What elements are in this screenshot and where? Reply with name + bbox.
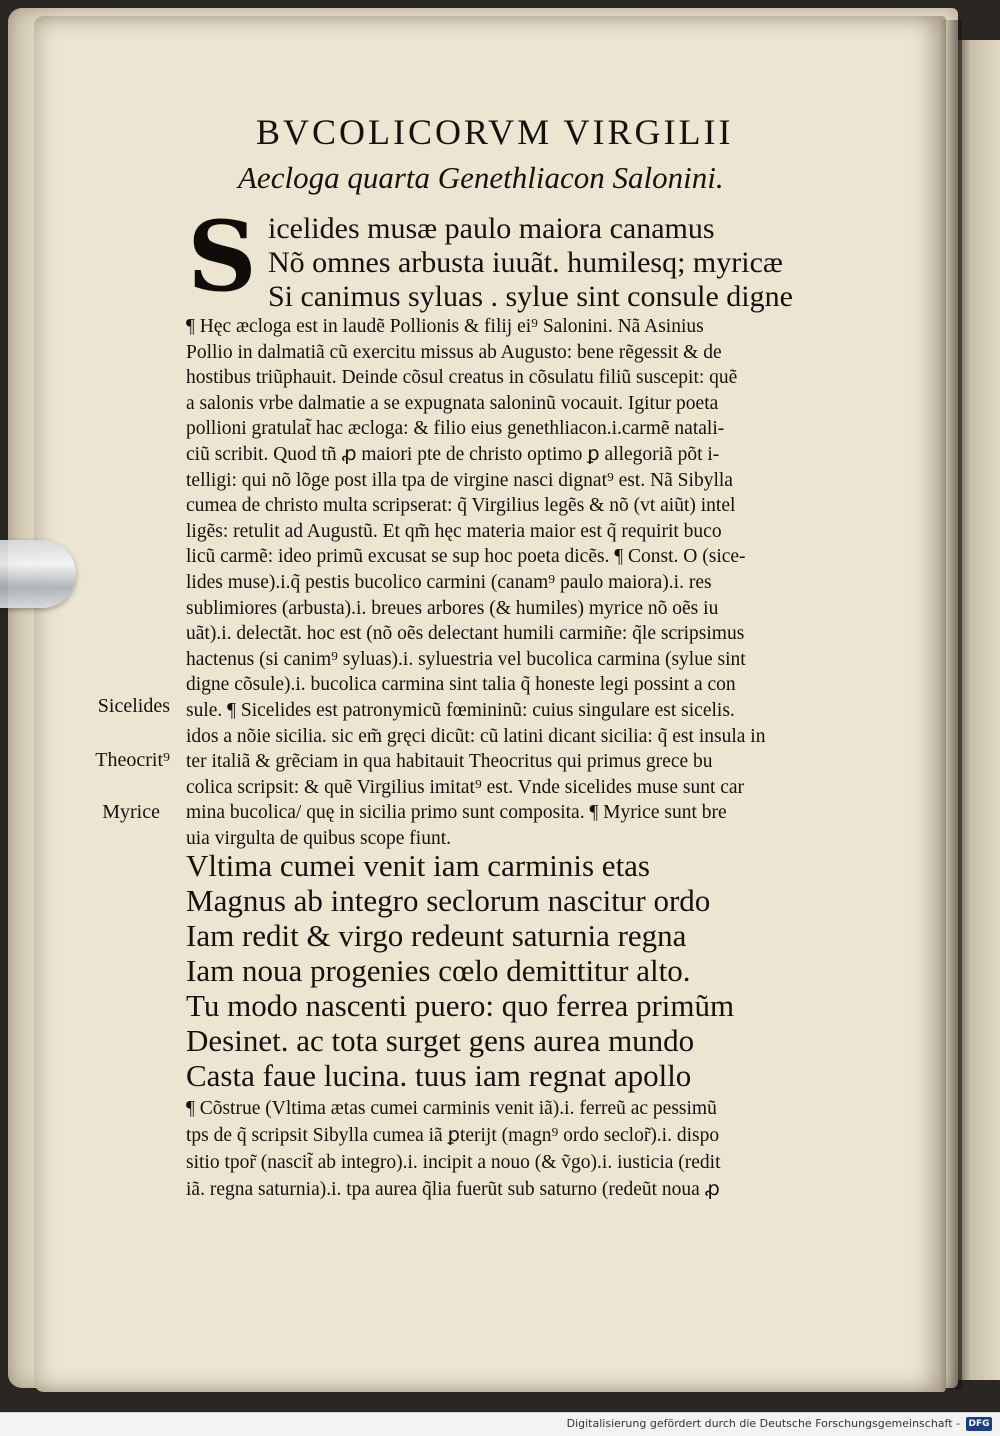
margin-note-myrice: Myrice [102,801,160,823]
commentary-line: ¶ Cõstrue (Vltima ætas cumei carminis venit iã).i. ferreũ ac pessimũ [186,1098,717,1119]
verse-line: Iam noua progenies cœlo demittitur alto. [186,953,691,988]
commentary-line: ciũ scribit. Quod tñ ꝓ maiori pte de christo optimo ꝑ allegoriã põt i- [186,444,720,465]
commentary-line: hactenus (si canim⁹ syluas).i. syluestria vel bucolica carmina (sylue sint [186,648,746,670]
page-clip [0,540,76,608]
commentary-line: tps de q̃ scripsit Sibylla cumea iã ꝑterijt (magn⁹ ordo seclor̃).i. dispo [186,1125,720,1146]
commentary-line: idos a nõie sicilia. sic em̃ gręci dicũt: cũ latini dicant sicilia: q̃ est insula in [186,725,766,747]
verse-line: Iam redit & virgo redeunt saturnia regna [186,918,687,953]
dfg-logo-icon: DFG [966,1417,992,1431]
commentary-line: iã. regna saturnia).i. tpa aurea q̃lia fuerũt sub saturno (redeũt noua ꝓ [186,1179,720,1200]
commentary-line: lides muse).i.q̃ pestis bucolico carmini (canam⁹ paulo maiora).i. res [186,572,712,593]
verse-line: Nõ omnes arbusta iuuãt. humilesq; myricæ [268,246,783,279]
page-subtitle: Aecloga quarta Genethliacon Salonini. [238,160,724,195]
commentary-line: cumea de christo multa scripserat: q̃ Virgilius legẽs & nõ (vt aiũt) intel [186,495,736,517]
commentary-line: licũ carmẽ: ideo primũ excusat se sup hoc poeta dicẽs. ¶ Const. O (sice- [186,546,746,568]
verse-line: Magnus ab integro seclorum nascitur ordo [186,883,711,918]
drop-cap-initial: S [187,200,257,313]
verse-line: icelides musæ paulo maiora canamus [268,212,715,245]
commentary-line: a salonis vrbe dalmatie a se expugnata saloninũ vocauit. Igitur poeta [186,392,719,414]
page-title: BVCOLICORVM VIRGILII [256,112,734,152]
commentary-line: digne cõsule).i. bucolica carmina sint talia q̃ honeste legi possint a con [186,674,736,696]
verse-line: Tu modo nascenti puero: quo ferrea primũm [186,988,735,1023]
commentary-line: pollioni gratulat̃ hac æcloga: & filio eius genethliacon.i.carmẽ natali- [186,418,725,440]
commentary-line: Pollio in dalmatiã cũ exercitu missus ab Augusto: bene rẽgessit & de [186,341,722,363]
verse-line: Vltima cumei venit iam carminis etas [186,848,651,883]
verse-line: Desinet. ac tota surget gens aurea mundo [186,1023,695,1058]
spine-shadow [940,20,962,1390]
verse-line: Casta faue lucina. tuus iam regnat apollo [186,1058,692,1093]
commentary-line: colica scripsit: & quẽ Virgilius imitat⁹ est. Vnde sicelides muse sunt car [186,776,745,798]
margin-note-theocritus: Theocrit⁹ [95,749,170,771]
footer-bar [0,1412,1000,1436]
commentary-line: mina bucolica/ quę in sicilia primo sunt composita. ¶ Myrice sunt bre [186,802,727,824]
commentary-line: uia virgulta de quibus scope fiunt. [186,828,452,849]
commentary-line: ¶ Hęc æcloga est in laudẽ Pollionis & filij ei⁹ Salonini. Nã Asinius [186,316,704,337]
commentary-line: ter italiã & grẽciam in qua habitauit Theocritus qui primus grece bu [186,751,713,773]
commentary-line: sule. ¶ Sicelides est patronymicũ fœmininũ: cuius singulare est sicelis. [186,700,735,721]
commentary-line: telligi: qui nõ lõge post illa tpa de virgine nasci dignat⁹ est. Nã Sibylla [186,469,733,491]
facing-page-edge [958,40,1000,1380]
commentary-line: sitio tpor̃ (nascit̃ ab integro).i. incipit a nouo (& ṽgo).i. iusticia (redit [186,1152,721,1173]
commentary-line: ligẽs: retulit ad Augustũ. Et qm̃ hęc materia maior est q̃ requirit buco [186,520,722,542]
commentary-line: sublimiores (arbusta).i. breues arbores (& humiles) myrice nõ oẽs iu [186,597,719,619]
margin-note-sicelides: Sicelides [97,695,170,717]
verse-line: Si canimus syluas . sylue sint consule digne [268,280,793,313]
commentary-line: hostibus triũphauit. Deinde cõsul creatus in cõsulatu filiũ suscepit: quẽ [186,367,738,389]
commentary-line: uãt).i. delectãt. hoc est (nõ oẽs delectant humili carmiñe: q̃le scripsimus [186,623,745,645]
footer-credit: Digitalisierung gefördert durch die Deutsche Forschungsgemeinschaft - [566,1417,960,1430]
